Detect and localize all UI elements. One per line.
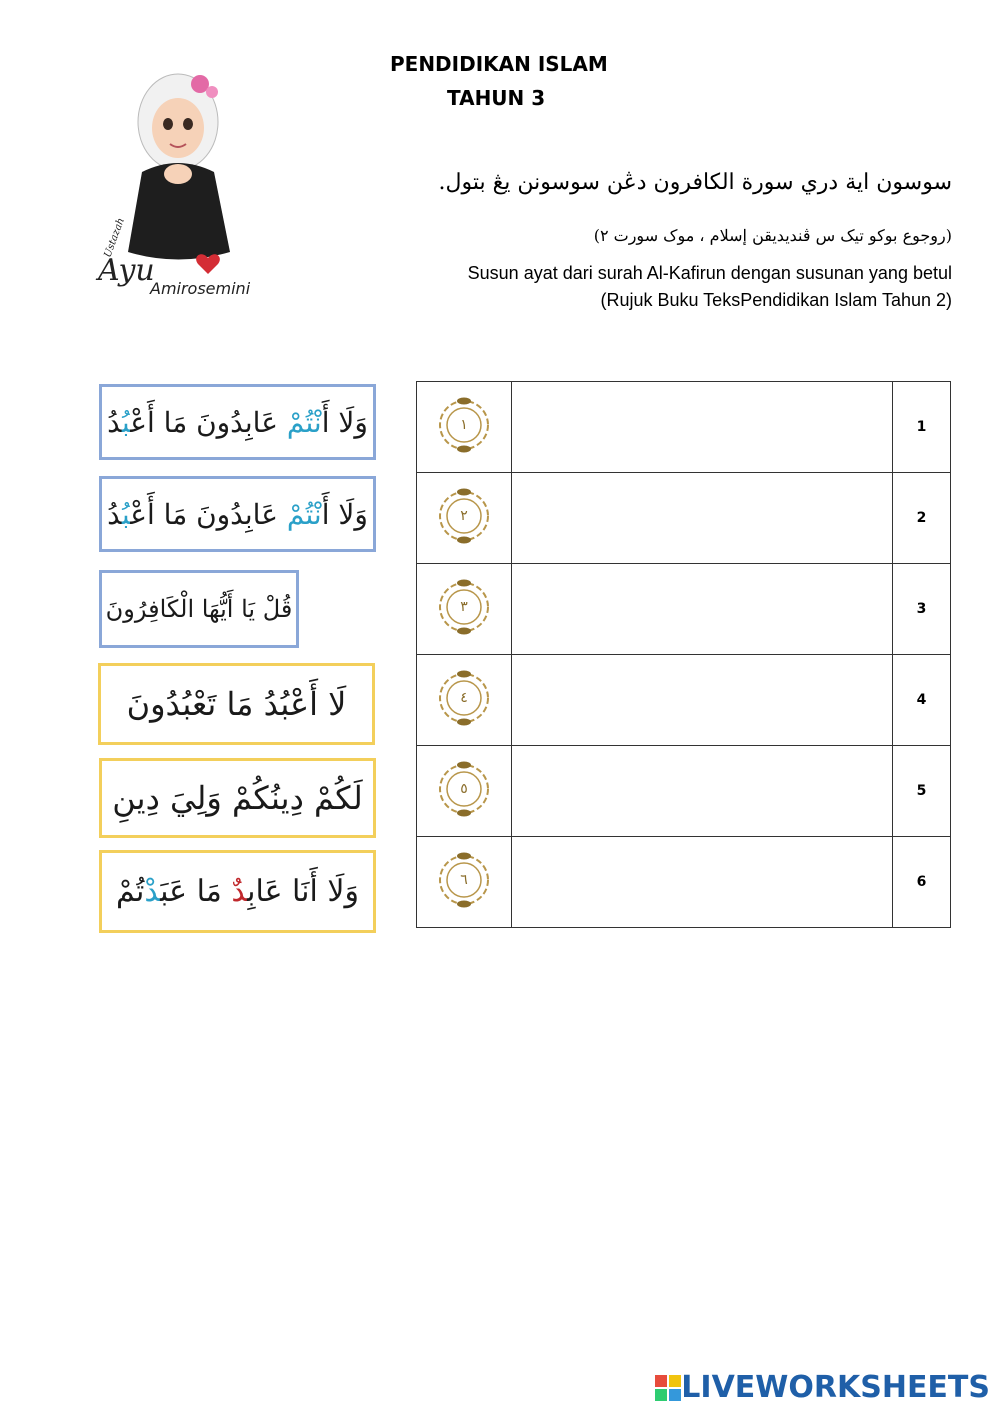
ayah-card-3[interactable] bbox=[99, 570, 299, 648]
ayah-ornament-icon bbox=[433, 485, 495, 547]
page-title: PENDIDIKAN ISLAM bbox=[390, 52, 608, 76]
table-row bbox=[417, 473, 951, 564]
ayah-ornament-icon bbox=[433, 849, 495, 911]
row-number: 5 bbox=[893, 746, 951, 837]
instruction-malay: Susun ayat dari surah Al-Kafirun dengan susunan yang betul bbox=[467, 263, 952, 283]
drop-zone[interactable] bbox=[512, 382, 893, 473]
ayah-number-cell bbox=[417, 473, 512, 564]
ayah-number-cell bbox=[417, 655, 512, 746]
card-text: وَلَا أَنَا عَابِدٌ مَا عَبَدْتُمْ bbox=[116, 874, 359, 909]
liveworksheets-logo bbox=[655, 1370, 990, 1405]
logo-name: Ayu bbox=[98, 253, 155, 288]
logo-sub: Amirosemini bbox=[150, 279, 250, 298]
instruction-jawi: سوسون اية دري سورة الكافرون دڠن سوسونن يڠ بتول. bbox=[438, 170, 952, 195]
card-text: وَلَا أَنْتُمْ عَابِدُونَ مَا أَعْبُدُ bbox=[107, 497, 368, 531]
heart-icon bbox=[196, 254, 220, 274]
card-text: وَلَا أَنْتُمْ عَابِدُونَ مَا أَعْبُدُ bbox=[107, 405, 368, 439]
drop-zone[interactable] bbox=[512, 473, 893, 564]
table-row bbox=[417, 837, 951, 928]
drop-zone[interactable] bbox=[512, 655, 893, 746]
ayah-number: ٤ bbox=[460, 689, 468, 706]
ayah-number-cell bbox=[417, 382, 512, 473]
teacher-illustration bbox=[80, 62, 250, 310]
liveworksheets-icon bbox=[655, 1375, 681, 1401]
ayah-ornament-icon bbox=[433, 667, 495, 729]
brand-text: LIVEWORKSHEETS bbox=[681, 1370, 990, 1405]
ayah-ornament-icon bbox=[433, 758, 495, 820]
ayah-card-6[interactable] bbox=[99, 850, 376, 933]
drop-zone[interactable] bbox=[512, 564, 893, 655]
answer-table bbox=[416, 381, 951, 928]
ayah-number: ٣ bbox=[460, 598, 468, 615]
ayah-card-2[interactable] bbox=[99, 476, 376, 552]
logo-top: Ustazah bbox=[102, 216, 127, 260]
table-row bbox=[417, 655, 951, 746]
ayah-number-cell bbox=[417, 746, 512, 837]
ayah-card-1[interactable] bbox=[99, 384, 376, 460]
ayah-ornament-icon bbox=[433, 394, 495, 456]
ayah-number: ١ bbox=[460, 416, 468, 433]
card-text: قُلْ يَا أَيُّهَا الْكَافِرُونَ bbox=[105, 595, 293, 623]
row-number: 3 bbox=[893, 564, 951, 655]
instruction-jawi-ref: (روجوع بوکو تيک س ڤنديديقن إسلام ، موک سورت ٢) bbox=[593, 226, 952, 245]
card-text: لَا أَعْبُدُ مَا تَعْبُدُونَ bbox=[126, 685, 347, 723]
ayah-ornament-icon bbox=[433, 576, 495, 638]
drop-zone[interactable] bbox=[512, 746, 893, 837]
ayah-card-4[interactable] bbox=[98, 663, 375, 745]
ayah-card-5[interactable] bbox=[99, 758, 376, 838]
ayah-number: ٥ bbox=[460, 780, 468, 797]
row-number: 4 bbox=[893, 655, 951, 746]
row-number: 2 bbox=[893, 473, 951, 564]
page-subtitle: TAHUN 3 bbox=[447, 86, 546, 110]
ayah-number: ٢ bbox=[460, 507, 468, 524]
ayah-number: ٦ bbox=[460, 871, 468, 888]
instruction-malay-ref: (Rujuk Buku TeksPendidikan Islam Tahun 2) bbox=[600, 290, 952, 310]
ayah-number-cell bbox=[417, 564, 512, 655]
table-row bbox=[417, 564, 951, 655]
ayah-number-cell bbox=[417, 837, 512, 928]
table-row bbox=[417, 382, 951, 473]
drop-zone[interactable] bbox=[512, 837, 893, 928]
row-number: 1 bbox=[893, 382, 951, 473]
table-row bbox=[417, 746, 951, 837]
card-text: لَكُمْ دِينُكُمْ وَلِيَ دِينِ bbox=[112, 779, 363, 817]
row-number: 6 bbox=[893, 837, 951, 928]
